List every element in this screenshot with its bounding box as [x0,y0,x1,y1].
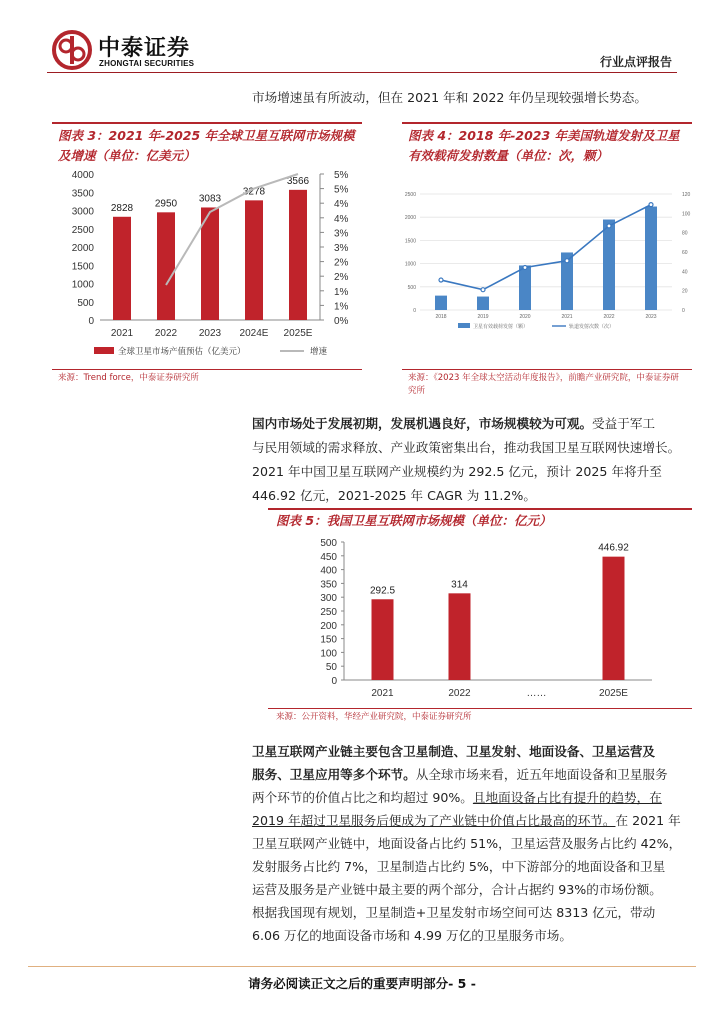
fig4-legend-bar-label: 卫星有效载荷发射（颗） [473,324,529,330]
fig4-line-point [649,203,653,207]
fig4-y-tick-label: 1500 [404,238,416,245]
fig4-x-tick-label: 2018 [435,314,447,320]
fig3-y-tick-label: 0 [88,316,94,327]
fig4-y2-tick-label: 120 [682,192,691,198]
fig3-x-tick-label: 2021 [110,328,134,339]
fig4-bar [519,265,531,310]
fig5-x-tick-label: …… [526,688,547,699]
fig4-title: 图表 4：2018 年-2023 年美国轨道发射及卫星有效载荷发射数量（单位：次，颗） [408,128,680,163]
fig3-y-tick-label: 2000 [71,243,94,254]
fig3-x-tick-label: 2023 [198,328,222,339]
fig3-bar [113,217,131,320]
fig4-y2-tick-label: 40 [682,269,688,276]
fig3-y-tick-label: 3000 [71,206,94,218]
para1-line-3: 2021 年中国卫星互联网产业规模约为 292.5 亿元，预计 2025 年将升至 [252,464,662,479]
logo-chinese-name: 中泰证券 [98,36,191,61]
fig3-y2-tick-label: 3% [334,243,349,254]
para2-line-3 [252,786,662,810]
fig3-data-label: 3083 [198,193,222,205]
fig5-bar [449,593,471,680]
fig3-chart [52,164,372,370]
fig5-x-tick-label: 2025E [599,688,628,699]
fig3-source: 来源：Trend force，中泰证券研究所 [58,373,199,383]
para2-line-1: 卫星互联网产业链主要包含卫星制造、卫星发射、地面设备、卫星运营及 [252,744,655,759]
fig4-line-point [607,224,611,228]
para1-line-4: 446.92 亿元，2021-2025 年 CAGR 为 11.2%。 [252,488,536,503]
fig3-data-label: 2950 [154,198,178,210]
para2-line-9: 6.06 万亿的地面设备市场和 4.99 万亿的卫星服务市场。 [252,928,572,943]
fig4-source: 来源：《2023 年全球太空活动年度报告》，前瞻产业研究院，中泰证券研究所 [408,373,679,396]
fig3-y2-tick-label: 1% [334,301,349,313]
fig5-y-tick-label: 150 [320,634,337,646]
fig3-y2-tick-label: 2% [334,272,349,284]
fig5-y-tick-label: 50 [325,662,337,674]
fig3-y2-tick-label: 5% [334,170,349,181]
fig5-data-label: 446.92 [598,542,629,554]
fig5-y-tick-label: 250 [320,607,337,618]
fig3-bar [289,190,307,320]
fig4-legend-swatch-bar [458,323,470,328]
fig4-bar [603,220,615,310]
fig4-caption-rule [402,122,692,124]
fig5-y-tick-label: 400 [320,565,337,577]
para2-line-7: 运营及服务是产业链中最主要的两个部分，合计占据约 93%的市场份额。 [252,882,662,897]
fig3-y2-tick-label: 4% [334,213,349,225]
fig5-source-rule [268,708,692,709]
fig3-y-tick-label: 1000 [71,279,94,291]
fig5-caption-rule [268,508,692,510]
fig5-x-tick-label: 2021 [371,688,394,699]
fig5-x-tick-label: 2022 [448,688,471,699]
fig4-x-tick-label: 2021 [561,314,573,320]
fig4-bar [477,297,489,310]
fig5-y-tick-label: 500 [320,538,337,549]
fig4-x-tick-label: 2023 [645,314,657,320]
para1-line-2: 与民用领域的需求释放、产业政策密集出台，推动我国卫星互联网快速增长。 [252,440,681,455]
fig3-y2-tick-label: 4% [334,199,349,211]
fig3-y2-tick-label: 3% [334,228,349,240]
report-type: 行业点评报告 [599,55,672,69]
fig4-line-point [565,259,569,263]
fig4-bar [435,296,447,310]
fig3-legend-swatch-bar [94,347,114,354]
fig4-y-tick-label: 0 [413,308,416,314]
para2-line-3-plain: 两个环节的价值占比之和均超过 90%。 [252,790,473,805]
fig4-x-tick-label: 2019 [477,314,489,320]
para2-line-3-underlined: 且地面设备占比有提升的趋势，在 [472,790,662,805]
fig5-y-tick-label: 450 [320,551,337,563]
fig3-y2-tick-label: 2% [334,257,349,269]
fig3-legend-bar-label: 全球卫星市场产值预估（亿美元） [118,346,246,356]
fig5-y-tick-label: 300 [320,593,337,605]
fig4-x-tick-label: 2022 [603,314,615,320]
fig3-y-tick-label: 3500 [71,188,94,200]
fig4-y2-tick-label: 100 [682,211,691,218]
fig3-data-label: 2828 [110,202,134,214]
footer-divider [28,966,696,967]
fig4-line-point [481,288,485,292]
fig3-bar [245,200,263,320]
fig5-chart [300,534,660,704]
para1-line-1-rest: 受益于军工 [592,416,655,431]
fig3-data-label: 3566 [286,175,310,187]
para1-lead: 国内市场处于发展初期，发展机遇良好，市场规模较为可观。 [252,416,593,431]
fig3-y-tick-label: 500 [77,297,94,309]
fig4-y2-tick-label: 20 [682,288,688,295]
fig5-source: 来源：公开资料，华经产业研究院，中泰证券研究所 [276,712,472,722]
fig4-y2-tick-label: 60 [682,250,688,256]
fig5-data-label: 292.5 [369,585,396,597]
fig5-bar [603,557,625,680]
fig4-y-tick-label: 2000 [404,215,416,222]
footer-disclaimer: 请务必阅读正文之后的重要声明部分- 5 - [248,976,476,991]
fig3-bar [201,207,219,320]
fig3-y-tick-label: 2500 [71,224,94,236]
fig5-bar [372,599,394,680]
fig3-x-tick-label: 2025E [283,328,313,339]
para2-line-6: 发射服务占比约 7%，卫星制造占比约 5%，中下游部分的地面设备和卫星 [252,859,666,874]
para2-line-4-underlined: 2019 年超过卫星服务后便成为了产业链中价值占比最高的环节。 [252,813,616,828]
fig3-y-tick-label: 1500 [71,261,94,273]
fig5-y-tick-label: 350 [320,579,337,591]
para1-line-1 [252,412,655,436]
fig4-x-tick-label: 2020 [519,314,531,320]
fig3-title: 图表 3：2021 年-2025 年全球卫星互联网市场规模及增速（单位：亿美元） [58,128,355,163]
fig4-source-rule [402,369,692,370]
para2-line-2-lead: 服务、卫星应用等多个环节。 [252,767,416,782]
fig3-growth-line [166,174,298,285]
fig4-y-tick-label: 500 [407,284,416,291]
para2-line-4-rest: 在 2021 年 [615,813,681,828]
fig4-y-tick-label: 1000 [404,261,416,268]
para2-line-2 [252,763,668,787]
fig3-x-tick-label: 2022 [154,328,178,339]
fig4-y2-tick-label: 80 [682,230,688,237]
fig4-legend-line-label: 轨道发射次数（次） [569,324,615,330]
fig5-y-tick-label: 0 [331,676,337,687]
logo-english-name: ZHONGTAI SECURITIES [99,59,195,68]
header-divider [47,72,677,73]
para2-line-5: 卫星互联网产业链中，地面设备占比约 51%，卫星运营及服务占比约 42%， [252,836,682,851]
para2-line-8: 根据我国现有规划，卫星制造+卫星发射市场空间可达 8313 亿元，带动 [252,905,656,920]
fig3-y2-tick-label: 0% [334,316,349,327]
fig3-legend-line-label: 增速 [310,346,328,356]
fig3-y2-tick-label: 1% [334,286,349,298]
fig4-line-point [523,265,527,269]
fig3-x-tick-label: 2024E [239,328,269,339]
fig5-y-tick-label: 100 [320,648,337,660]
fig4-y2-tick-label: 0 [682,308,685,314]
fig4-chart [396,186,692,336]
fig3-source-rule [52,369,362,370]
para2-line-4 [252,809,681,833]
fig5-y-tick-label: 200 [320,620,337,632]
fig4-line-point [439,278,443,282]
fig4-y-tick-label: 2500 [404,192,416,198]
para2-line-2-rest: 从全球市场来看，近五年地面设备和卫星服务 [415,767,668,782]
fig4-bar [645,207,657,310]
fig3-data-label: 3278 [242,186,266,198]
fig3-y-tick-label: 4000 [71,170,94,181]
zhongtai-logo-icon [52,30,92,70]
intro-line: 市场增速虽有所波动，但在 2021 年和 2022 年仍呈现较强增长势态。 [252,90,647,105]
fig3-y2-tick-label: 5% [334,184,349,196]
fig3-caption-rule [52,122,362,124]
fig5-title: 图表 5：我国卫星互联网市场规模（单位：亿元） [276,513,552,528]
fig5-data-label: 314 [451,579,468,591]
fig3-bar [157,212,175,320]
